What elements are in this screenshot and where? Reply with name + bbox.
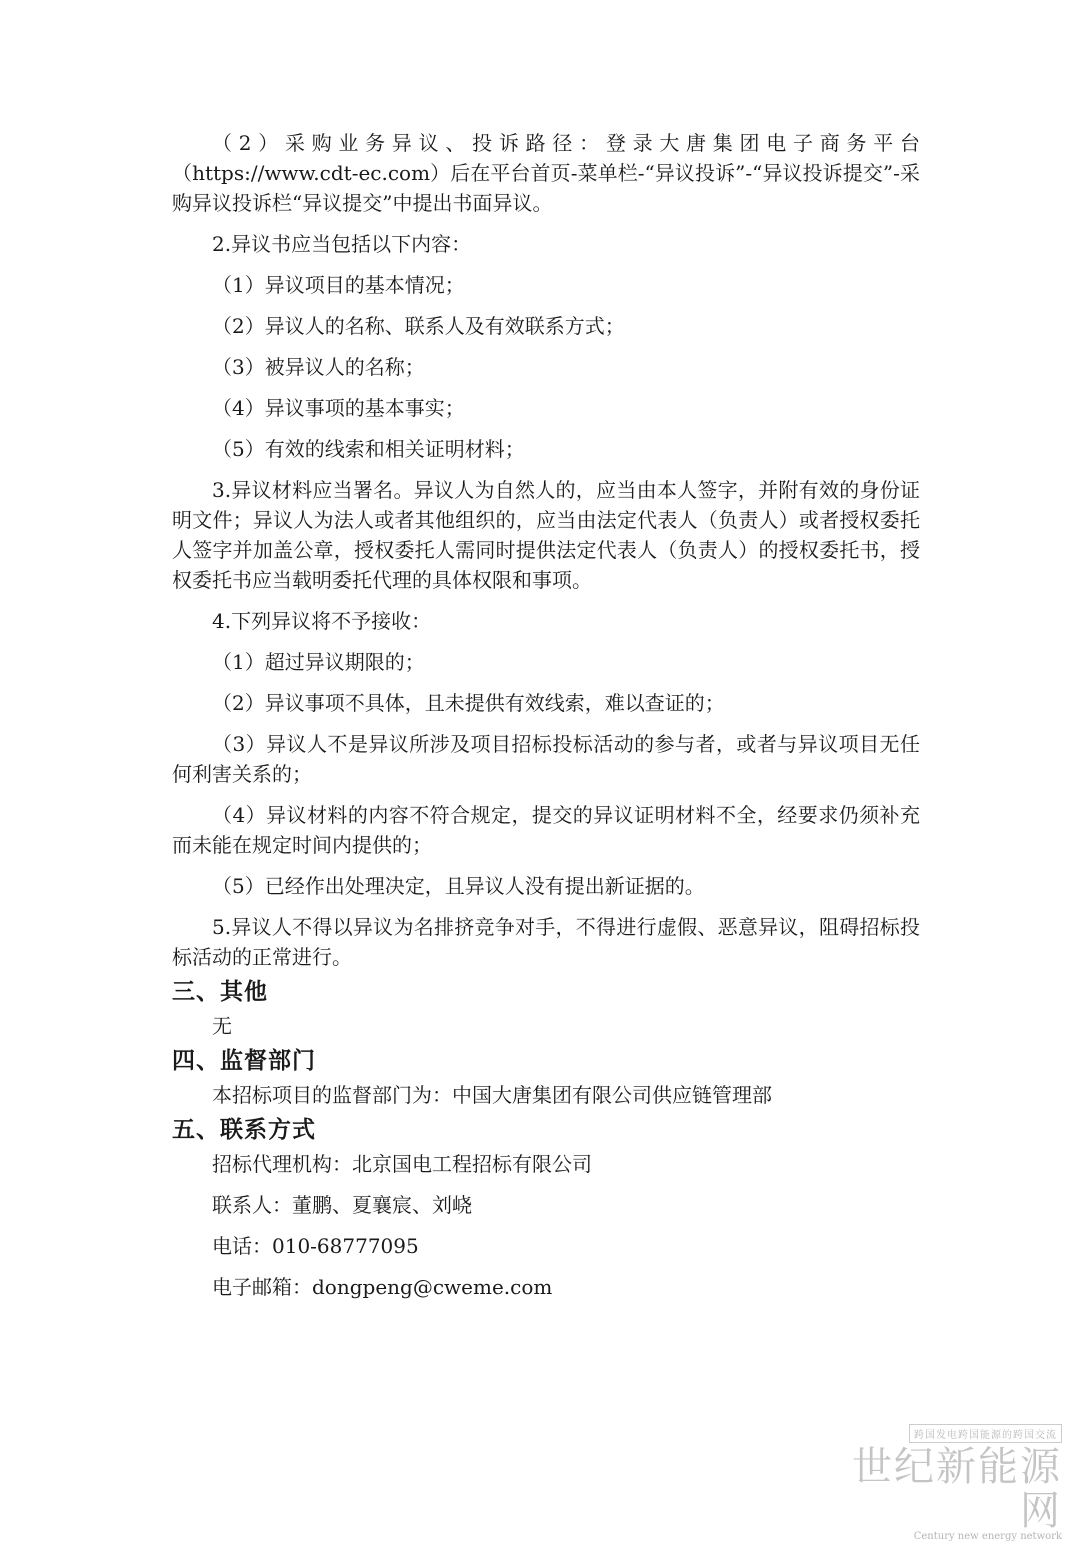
section-heading-supervision: 四、监督部门 xyxy=(172,1048,316,1074)
contact-phone: 电话：010-68777095 xyxy=(212,1234,419,1258)
list-item: （3）异议人不是异议所涉及项目招标投标活动的参与者，或者与异议项目无任何利害关系的； xyxy=(172,732,920,786)
section-heading-other: 三、其他 xyxy=(172,979,268,1005)
list-item: （5）已经作出处理决定，且异议人没有提出新证据的。 xyxy=(212,874,705,898)
watermark-title: 世纪新能源网 xyxy=(852,1444,1062,1534)
paragraph-objection-content-intro: 2.异议书应当包括以下内容： xyxy=(212,232,472,256)
list-item: （5）有效的线索和相关证明材料； xyxy=(212,437,525,461)
watermark-subtitle: Century new energy network xyxy=(913,1531,1062,1542)
list-item: （4）异议材料的内容不符合规定，提交的异议证明材料不全，经要求仍须补充而未能在规定时间内提供的； xyxy=(172,803,920,857)
watermark-logo xyxy=(822,1423,1062,1542)
paragraph-objection-path: （2）采购业务异议、投诉路径：登录大唐集团电子商务平台（https://www.cdt-ec.com）后在平台首页-菜单栏-“异议投诉”-“异议投诉提交”-采购异议投诉栏“异议提交”中提出书面异议。 xyxy=(172,131,920,215)
section-other-body: 无 xyxy=(212,1014,232,1038)
list-item: （2）异议人的名称、联系人及有效联系方式； xyxy=(212,314,625,338)
section-heading-contact: 五、联系方式 xyxy=(172,1117,316,1143)
document-body xyxy=(172,128,920,1302)
paragraph-signature-requirement: 3.异议材料应当署名。异议人为自然人的，应当由本人签字，并附有效的身份证明文件；异议人为法人或者其他组织的，应当由法定代表人（负责人）或者授权委托人签字并加盖公章，授权委托人需同时提供法定代表人（负责人）的授权委托书，授权委托书应当载明委托代理的具体权限和事项。 xyxy=(172,478,920,592)
list-item: （1）超过异议期限的； xyxy=(212,650,425,674)
contact-persons: 联系人：董鹏、夏襄宸、刘峣 xyxy=(212,1193,472,1217)
paragraph-no-malicious-objection: 5.异议人不得以异议为名排挤竞争对手，不得进行虚假、恶意异议，阻碍招标投标活动的正常进行。 xyxy=(172,915,920,969)
list-item: （4）异议事项的基本事实； xyxy=(212,396,465,420)
list-item: （1）异议项目的基本情况； xyxy=(212,273,465,297)
list-item: （3）被异议人的名称； xyxy=(212,355,425,379)
section-supervision-body: 本招标项目的监督部门为：中国大唐集团有限公司供应链管理部 xyxy=(212,1083,772,1107)
watermark-tagline: 跨国发电跨国能源的跨国交流 xyxy=(909,1424,1062,1443)
contact-agency: 招标代理机构：北京国电工程招标有限公司 xyxy=(212,1152,592,1176)
paragraph-rejection-intro: 4.下列异议将不予接收： xyxy=(212,609,432,633)
list-item: （2）异议事项不具体，且未提供有效线索，难以查证的； xyxy=(212,691,725,715)
contact-email: 电子邮箱：dongpeng@cweme.com xyxy=(212,1275,553,1299)
